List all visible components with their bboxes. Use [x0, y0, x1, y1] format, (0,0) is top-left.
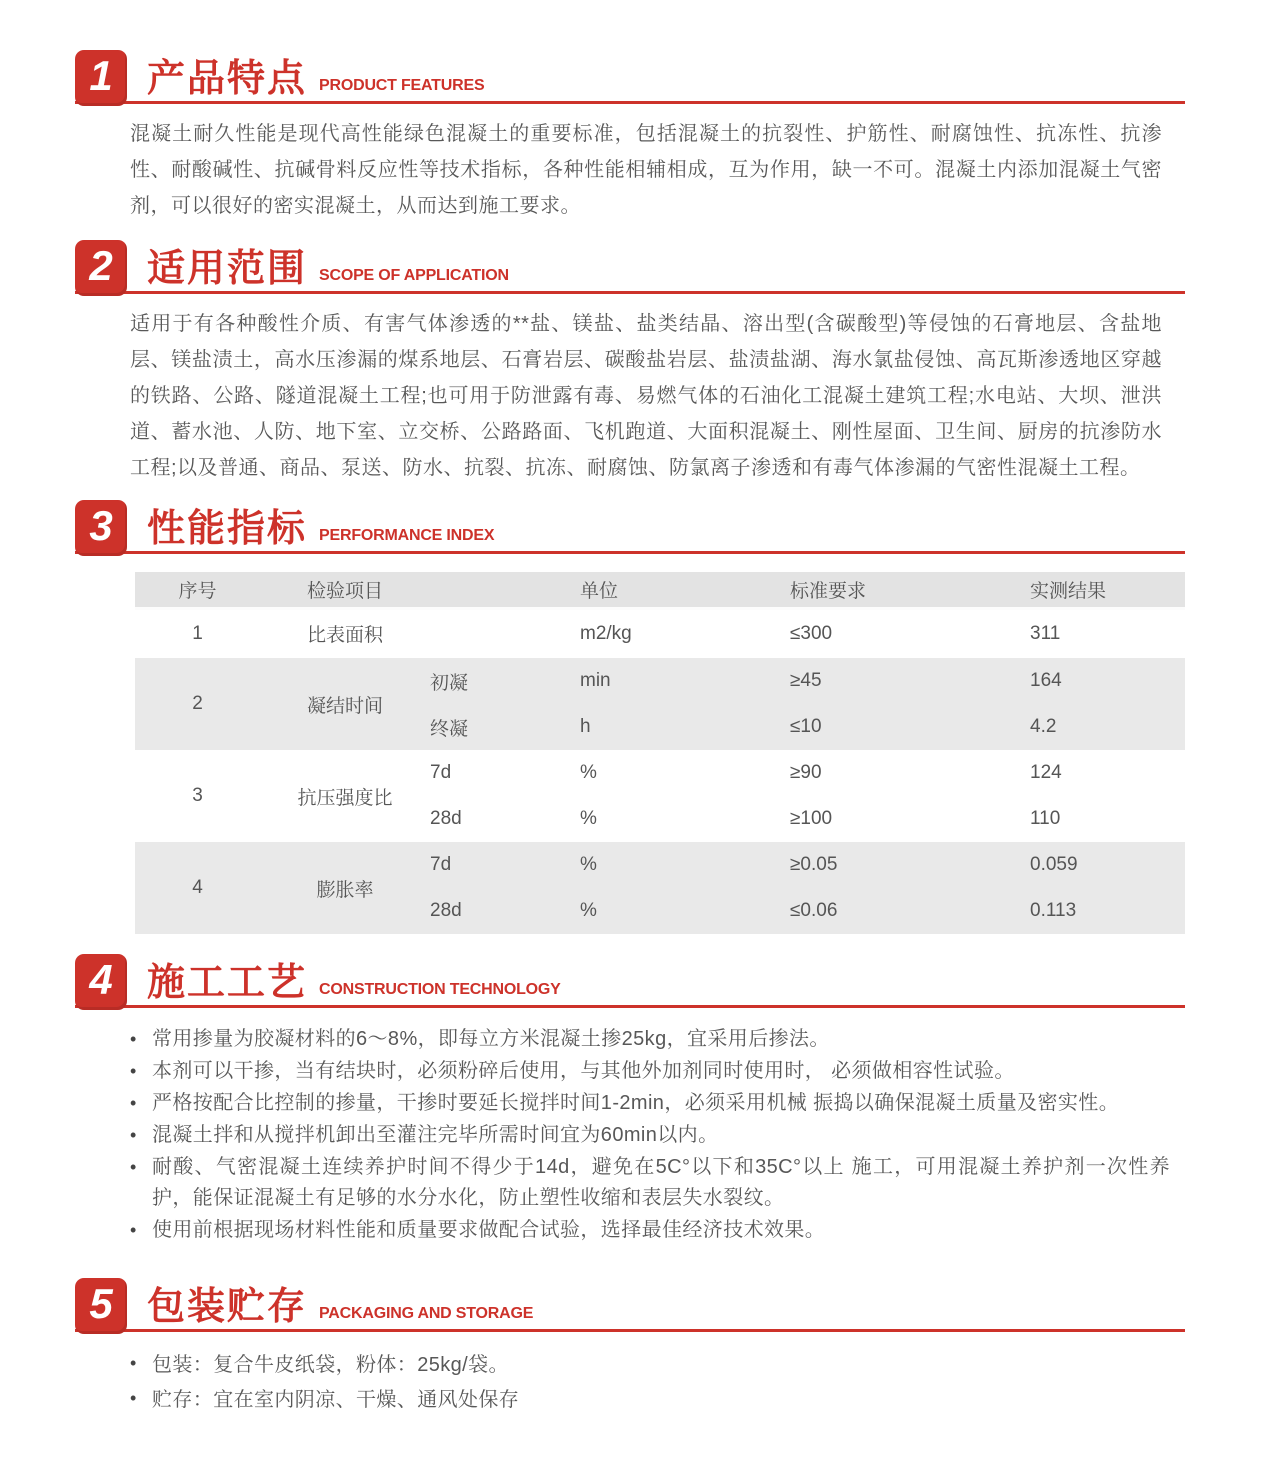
bullet-icon: • — [130, 1353, 137, 1373]
section-performance-index — [0, 502, 1280, 934]
list-item-text: 包装：复合牛皮纸袋，粉体：25kg/袋。 — [152, 1354, 509, 1376]
cell-sub: 7d — [430, 750, 580, 796]
list-item — [130, 1383, 1170, 1417]
cell-unit: % — [580, 750, 790, 796]
cell-unit: % — [580, 796, 790, 842]
construction-steps-list — [130, 1024, 1170, 1246]
col-header-item: 检验项目 — [260, 572, 430, 608]
bullet-icon: • — [130, 1388, 137, 1408]
cell-unit: m2/kg — [580, 608, 790, 658]
cell-result: 0.059 — [1030, 842, 1185, 888]
section-4-title-zh: 施工工艺 — [147, 962, 308, 1004]
section-1-header — [75, 52, 1185, 104]
cell-standard: ≥90 — [790, 750, 1030, 796]
cell-no: 3 — [135, 750, 260, 842]
list-item-text: 常用掺量为胶凝材料的6～8%，即每立方米混凝土掺25kg，宜采用后掺法。 — [152, 1028, 830, 1050]
section-5-header — [75, 1280, 1185, 1332]
section-scope-of-application — [0, 242, 1280, 486]
table-row — [135, 608, 1185, 658]
cell-sub: 7d — [430, 842, 580, 888]
cell-result: 124 — [1030, 750, 1185, 796]
cell-standard: ≤10 — [790, 704, 1030, 750]
list-item — [130, 1215, 1170, 1246]
bullet-icon: • — [130, 1157, 137, 1177]
col-header-no: 序号 — [135, 572, 260, 608]
table-header-row — [135, 572, 1185, 608]
cell-standard: ≤300 — [790, 608, 1030, 658]
section-1-body: 混凝土耐久性能是现代高性能绿色混凝土的重要标准，包括混凝土的抗裂性、护筋性、耐腐蚀性、抗冻性、抗渗性、耐酸碱性、抗碱骨料反应性等技术指标，各种性能相辅相成，互为作用，缺一不可。混凝土内添加混凝土气密剂，可以很好的密实混凝土，从而达到施工要求。 — [130, 123, 1162, 217]
section-2-number: 2 — [89, 242, 113, 289]
section-2-header — [75, 242, 1185, 294]
cell-item: 比表面积 — [260, 608, 430, 658]
section-2-number-badge — [75, 240, 127, 296]
section-3-title-en: PERFORMANCE INDEX — [319, 527, 495, 544]
cell-standard: ≥100 — [790, 796, 1030, 842]
list-item-text: 本剂可以干掺，当有结块时，必须粉碎后使用，与其他外加剂同时使用时， 必须做相容性试验。 — [152, 1060, 1015, 1082]
section-5-number-badge — [75, 1278, 127, 1334]
cell-unit: % — [580, 888, 790, 934]
cell-no: 4 — [135, 842, 260, 934]
cell-no: 1 — [135, 608, 260, 658]
section-packaging-and-storage — [0, 1280, 1280, 1417]
bullet-icon: • — [130, 1029, 137, 1049]
list-item — [130, 1088, 1170, 1119]
col-header-unit: 单位 — [580, 572, 790, 608]
cell-item: 凝结时间 — [260, 658, 430, 750]
section-4-header — [75, 956, 1185, 1008]
col-header-result: 实测结果 — [1030, 572, 1185, 608]
performance-table — [135, 572, 1185, 934]
bullet-icon: • — [130, 1220, 137, 1240]
cell-standard: ≥0.05 — [790, 842, 1030, 888]
section-3-title-zh: 性能指标 — [147, 508, 308, 550]
list-item-text: 耐酸、气密混凝土连续养护时间不得少于14d，避免在5C°以下和35C°以上 施工，可用混凝土养护剂一次性养护，能保证混凝土有足够的水分水化，防止塑性收缩和表层失水裂纹。 — [152, 1156, 1170, 1209]
section-1-number: 1 — [89, 52, 113, 99]
section-2-title-en: SCOPE OF APPLICATION — [319, 267, 509, 284]
section-2-body: 适用于有各种酸性介质、有害气体渗透的**盐、镁盐、盐类结晶、溶出型(含碳酸型)等侵蚀的石膏地层、含盐地层、镁盐渍土，高水压渗漏的煤系地层、石膏岩层、碳酸盐岩层、盐渍盐湖、海水氯盐侵蚀、高瓦斯渗透地区穿越的铁路、公路、隧道混凝土工程;也可用于防泄露有毒、易燃气体的石油化工混凝土建筑工程;水电站、大坝、泄洪道、蓄水池、人防、地下室、立交桥、公路路面、飞机跑道、大面积混凝土、刚性屋面、卫生间、厨房的抗渗防水工程;以及普通、商品、泵送、防水、抗裂、抗冻、耐腐蚀、防氯离子渗透和有毒气体渗漏的气密性混凝土工程。 — [130, 313, 1162, 479]
list-item — [130, 1348, 1170, 1382]
list-item-text: 混凝土拌和从搅拌机卸出至灌注完毕所需时间宜为60min以内。 — [152, 1124, 719, 1146]
list-item-text: 贮存：宜在室内阴凉、干燥、通风处保存 — [152, 1389, 520, 1411]
section-5-title-en: PACKAGING AND STORAGE — [319, 1305, 534, 1322]
list-item-text: 使用前根据现场材料性能和质量要求做配合试验，选择最佳经济技术效果。 — [152, 1219, 826, 1241]
cell-no: 2 — [135, 658, 260, 750]
section-product-features — [0, 52, 1280, 224]
cell-result: 164 — [1030, 658, 1185, 704]
cell-unit: min — [580, 658, 790, 704]
table-row — [135, 658, 1185, 704]
table-row — [135, 750, 1185, 796]
cell-result: 110 — [1030, 796, 1185, 842]
cell-item: 膨胀率 — [260, 842, 430, 934]
list-item — [130, 1120, 1170, 1151]
section-4-number-badge — [75, 954, 127, 1010]
section-2-title-zh: 适用范围 — [147, 248, 308, 290]
cell-sub: 初凝 — [430, 658, 580, 704]
cell-unit: % — [580, 842, 790, 888]
cell-sub: 28d — [430, 888, 580, 934]
cell-sub: 28d — [430, 796, 580, 842]
section-4-number: 4 — [89, 956, 113, 1003]
list-item-text: 严格按配合比控制的掺量，干掺时要延长搅拌时间1-2min，必须采用机械 振捣以确保混凝土质量及密实性。 — [152, 1092, 1120, 1114]
cell-standard: ≤0.06 — [790, 888, 1030, 934]
section-5-title-zh: 包装贮存 — [147, 1286, 308, 1328]
cell-item: 抗压强度比 — [260, 750, 430, 842]
list-item — [130, 1152, 1170, 1214]
col-header-sub — [430, 572, 580, 608]
cell-result: 311 — [1030, 608, 1185, 658]
packaging-storage-list — [130, 1348, 1170, 1417]
section-4-title-en: CONSTRUCTION TECHNOLOGY — [319, 981, 561, 998]
cell-sub — [430, 608, 580, 658]
cell-result: 0.113 — [1030, 888, 1185, 934]
section-construction-technology — [0, 956, 1280, 1246]
cell-sub: 终凝 — [430, 704, 580, 750]
table-row — [135, 842, 1185, 888]
bullet-icon: • — [130, 1125, 137, 1145]
section-3-header — [75, 502, 1185, 554]
col-header-standard: 标准要求 — [790, 572, 1030, 608]
section-3-number-badge — [75, 500, 127, 556]
bullet-icon: • — [130, 1061, 137, 1081]
bullet-icon: • — [130, 1093, 137, 1113]
list-item — [130, 1056, 1170, 1087]
list-item — [130, 1024, 1170, 1055]
section-1-title-en: PRODUCT FEATURES — [319, 77, 485, 94]
section-3-number: 3 — [89, 502, 113, 549]
cell-result: 4.2 — [1030, 704, 1185, 750]
section-1-title-zh: 产品特点 — [147, 58, 308, 100]
cell-unit: h — [580, 704, 790, 750]
cell-standard: ≥45 — [790, 658, 1030, 704]
section-5-number: 5 — [89, 1280, 113, 1327]
section-1-number-badge — [75, 50, 127, 106]
